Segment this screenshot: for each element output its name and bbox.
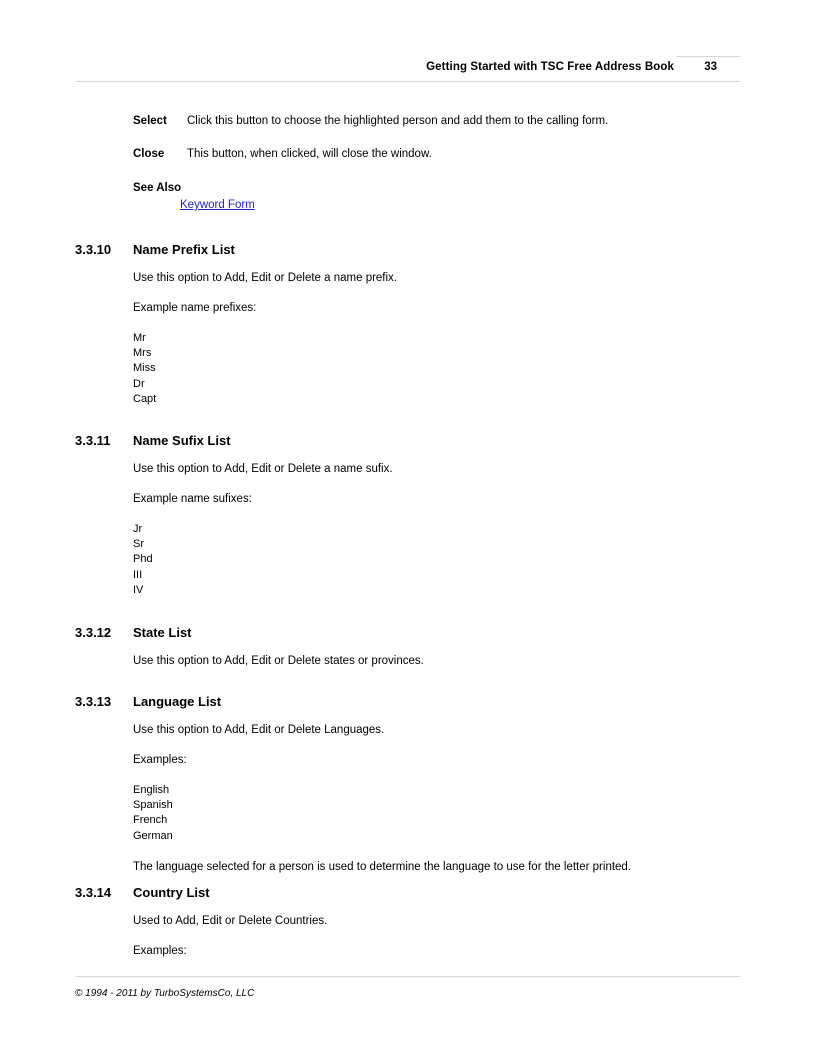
definition-term: Select [133, 115, 167, 127]
list-item: Miss [133, 362, 156, 375]
section-intro: Use this option to Add, Edit or Delete Languages. [133, 724, 385, 736]
section-heading [75, 625, 192, 640]
keyword-form-link[interactable]: Keyword Form [180, 199, 255, 211]
list-item: Jr [133, 523, 143, 535]
section-heading [75, 885, 210, 900]
section-title: State List [133, 625, 192, 640]
list-item: Phd [133, 553, 153, 566]
header-page-number: 33 [704, 61, 717, 73]
section-number: 3.3.14 [75, 885, 112, 900]
definition-row [133, 148, 432, 160]
section-title: Name Prefix List [133, 242, 235, 257]
section-title: Country List [133, 885, 210, 900]
definition-description: Click this button to choose the highlighted person and add them to the calling form. [187, 115, 609, 127]
section-heading [75, 242, 235, 257]
see-also-heading: See Also [133, 182, 182, 194]
list-item: Capt [133, 392, 157, 405]
examples-list [133, 331, 156, 407]
page-header [76, 56, 740, 82]
list-item: III [133, 568, 143, 581]
list-item: Sr [133, 538, 144, 551]
section-number: 3.3.12 [75, 625, 112, 640]
list-item: Spanish [133, 799, 173, 812]
list-item: French [133, 814, 168, 827]
section-intro: Use this option to Add, Edit or Delete a name sufix. [133, 463, 393, 475]
footer-rule [76, 976, 740, 977]
section-intro: Use this option to Add, Edit or Delete states or provinces. [133, 655, 424, 667]
section-heading [75, 694, 221, 709]
list-item: IV [133, 583, 144, 596]
list-item: Dr [133, 377, 145, 390]
section-number: 3.3.13 [75, 694, 112, 709]
section-heading [75, 433, 231, 448]
header-rule [76, 81, 740, 82]
section-number: 3.3.11 [75, 433, 111, 448]
examples-label: Example name sufixes: [133, 493, 252, 505]
list-item: Mr [133, 332, 146, 344]
section-note: The language selected for a person is used to determine the language to use for the letter printed. [133, 861, 632, 873]
footer-copyright: © 1994 - 2011 by TurboSystemsCo, LLC [75, 988, 255, 999]
list-item: English [133, 784, 170, 796]
examples-label: Example name prefixes: [133, 302, 257, 314]
examples-label: Examples: [133, 945, 187, 957]
definition-row [133, 115, 608, 127]
header-title: Getting Started with TSC Free Address Book [426, 61, 674, 73]
definition-term: Close [133, 148, 165, 160]
list-item: Mrs [133, 347, 152, 360]
section-title: Language List [133, 694, 222, 709]
list-item: German [133, 829, 173, 842]
definition-description: This button, when clicked, will close the window. [187, 148, 432, 160]
examples-list [133, 522, 153, 598]
section-number: 3.3.10 [75, 242, 112, 257]
section-intro: Use this option to Add, Edit or Delete a name prefix. [133, 272, 398, 284]
examples-list [133, 783, 173, 844]
header-rule-segment [676, 56, 740, 57]
examples-label: Examples: [133, 754, 187, 766]
section-title: Name Sufix List [133, 433, 231, 448]
section-intro: Used to Add, Edit or Delete Countries. [133, 915, 328, 927]
